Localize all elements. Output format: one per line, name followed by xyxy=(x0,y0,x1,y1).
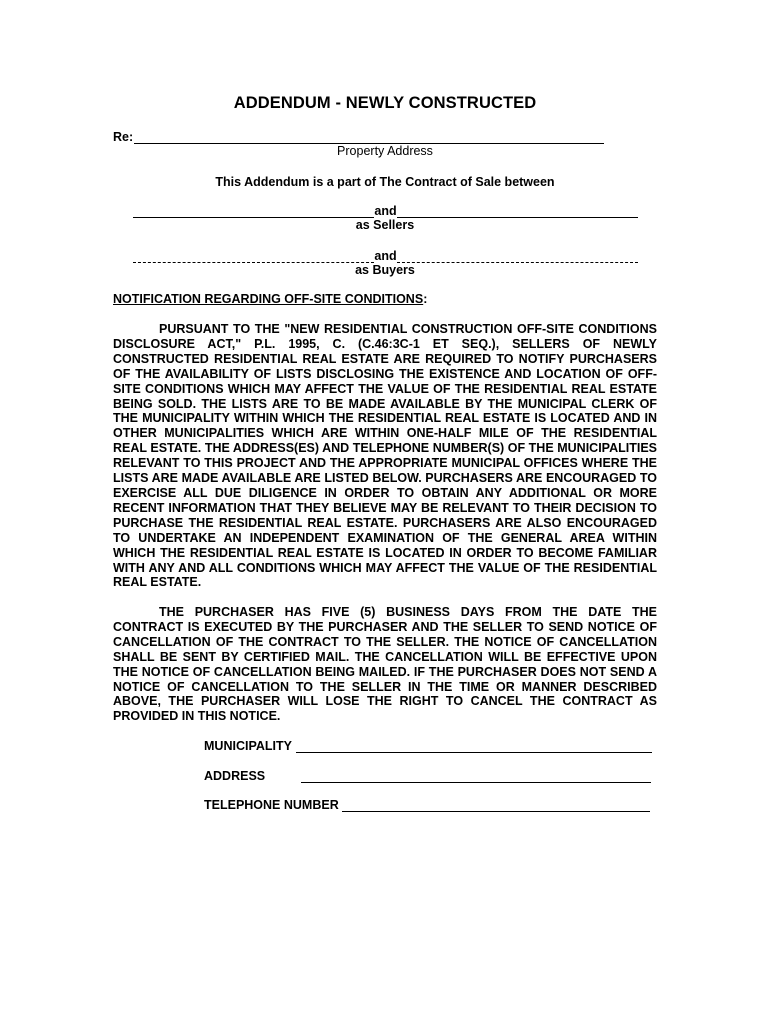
sellers-row xyxy=(133,204,638,218)
municipality-row xyxy=(204,739,652,753)
notification-heading xyxy=(113,292,427,306)
property-address-line[interactable] xyxy=(134,131,604,144)
seller-1-line[interactable] xyxy=(133,206,374,218)
property-address-caption: Property Address xyxy=(337,144,433,158)
sellers-caption: as Sellers xyxy=(355,218,415,232)
address-row xyxy=(204,769,651,783)
seller-2-line[interactable] xyxy=(397,206,638,218)
re-label: Re: xyxy=(113,130,134,144)
sellers-and-word: and xyxy=(374,204,397,218)
municipality-label: MUNICIPALITY xyxy=(204,739,292,753)
address-label: ADDRESS xyxy=(204,769,266,783)
notification-heading-text: NOTIFICATION REGARDING OFF-SITE CONDITIONS xyxy=(113,292,424,306)
telephone-line[interactable] xyxy=(342,799,650,812)
buyer-2-line[interactable] xyxy=(397,251,638,263)
property-address-row xyxy=(113,130,604,144)
buyers-caption: as Buyers xyxy=(355,263,415,277)
notification-heading-colon: : xyxy=(423,292,428,306)
buyers-row xyxy=(133,249,638,263)
contract-statement: This Addendum is a part of The Contract of Sale between xyxy=(215,175,555,189)
buyer-1-line[interactable] xyxy=(133,251,374,263)
address-line[interactable] xyxy=(301,770,651,783)
buyers-and-word: and xyxy=(374,249,397,263)
telephone-row xyxy=(204,798,650,812)
cancellation-paragraph: THE PURCHASER HAS FIVE (5) BUSINESS DAYS FROM THE DATE THE CONTRACT IS EXECUTED BY THE PURCHASER AND THE SELLER TO SEND NOTICE OF CANCELLATION OF THE CONTRACT TO THE SELLER. THE NOTICE OF CANCELLATION SHALL BE SENT BY CERTIFIED MAIL. THE CANCELLATION WILL BE EFFECTIVE UPON THE NOTICE OF CANCELLATION BEING MAILED. IF THE PURCHASER DOES NOT SEND A NOTICE OF CANCELLATION TO THE SELLER IN THE TIME OR MANNER DESCRIBED ABOVE, THE PURCHASER WILL LOSE THE RIGHT TO CANCEL THE CONTRACT AS PROVIDED IN THIS NOTICE. xyxy=(113,605,657,724)
disclosure-paragraph: PURSUANT TO THE "NEW RESIDENTIAL CONSTRUCTION OFF-SITE CONDITIONS DISCLOSURE ACT," P.L. 1995, C. (C.46:3C-1 ET SEQ.), SELLERS OF NEWLY CONSTRUCTED RESIDENTIAL REAL ESTATE ARE REQUIRED TO NOTIFY PURCHASERS OF THE AVAILABILITY OF LISTS DISCLOSING THE EXISTENCE AND LOCATION OF OFF-SITE CONDITIONS WHICH MAY AFFECT THE VALUE OF THE RESIDENTIAL REAL ESTATE BEING SOLD. THE LISTS ARE TO BE MADE AVAILABLE BY THE MUNICIPAL CLERK OF THE MUNICIPALITY WITHIN WHICH THE RESIDENTIAL REAL ESTATE IS LOCATED AND IN OTHER MUNICIPALITIES WHICH ARE WITHIN ONE-HALF MILE OF THE RESIDENTIAL REAL ESTATE. THE ADDRESS(ES) AND TELEPHONE NUMBER(S) OF THE MUNICIPALITIES RELEVANT TO THIS PROJECT AND THE APPROPRIATE MUNICIPAL OFFICES WHERE THE LISTS ARE MADE AVAILABLE ARE LISTED BELOW. PURCHASERS ARE ENCOURAGED TO EXERCISE ALL DUE DILIGENCE IN ORDER TO OBTAIN ANY ADDITIONAL OR MORE RECENT INFORMATION THAT THEY BELIEVE MAY BE RELEVANT TO THEIR DECISION TO PURCHASE THE RESIDENTIAL REAL ESTATE. PURCHASERS ARE ALSO ENCOURAGED TO UNDERTAKE AN INDEPENDENT EXAMINATION OF THE GENERAL AREA WITHIN WHICH THE RESIDENTIAL REAL ESTATE IS LOCATED IN ORDER TO BECOME FAMILIAR WITH ANY AND ALL CONDITIONS WHICH MAY AFFECT THE VALUE OF THE RESIDENTIAL REAL ESTATE. xyxy=(113,322,657,590)
municipality-line[interactable] xyxy=(296,740,652,753)
telephone-label: TELEPHONE NUMBER xyxy=(204,798,339,812)
document-title: ADDENDUM - NEWLY CONSTRUCTED xyxy=(233,94,537,112)
